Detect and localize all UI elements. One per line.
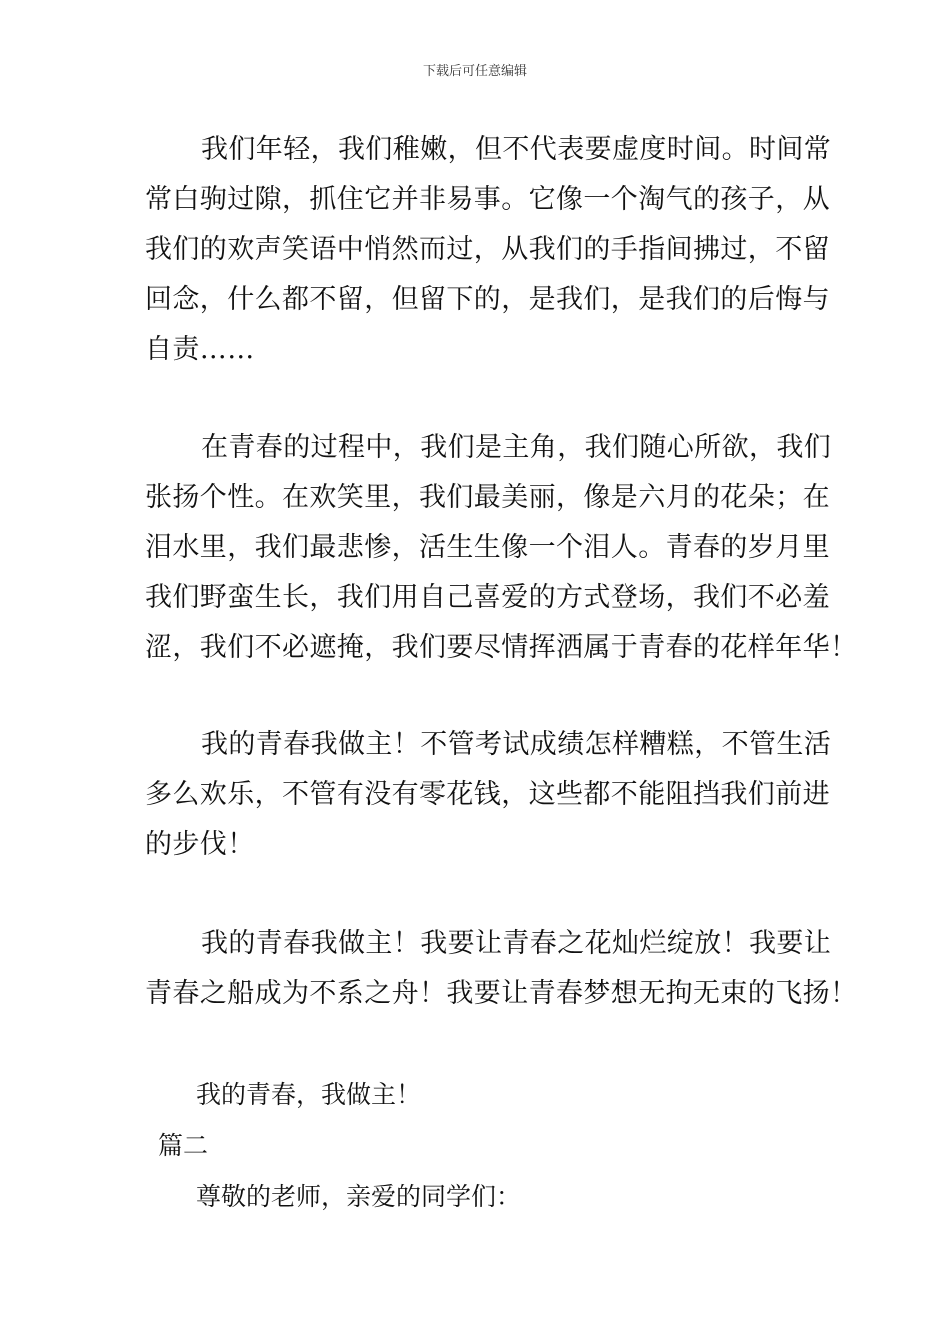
paragraph-line: 我们年轻，我们稚嫩，但不代表要虚度时间。时间常 [201, 134, 832, 165]
paragraph-line: 的步伐！ [145, 829, 255, 860]
paragraph-line: 张扬个性。在欢笑里，我们最美丽，像是六月的花朵；在 [145, 482, 830, 513]
paragraph-line: 我们的欢声笑语中悄然而过，从我们的手指间拂过，不留 [145, 234, 830, 265]
paragraph-line: 我的青春我做主！我要让青春之花灿烂绽放！我要让 [201, 928, 832, 959]
page-header: 下载后可任意编辑 [422, 64, 527, 79]
paragraph-4 [145, 919, 858, 1019]
paragraph-line: 多么欢乐，不管有没有零花钱，这些都不能阻挡我们前进 [145, 779, 830, 810]
paragraph-line: 泪水里，我们最悲惨，活生生像一个泪人。青春的岁月里 [145, 532, 830, 563]
paragraph-line: 回念，什么都不留，但留下的，是我们，是我们的后悔与 [145, 284, 830, 315]
section-label: 篇二 [158, 1131, 209, 1160]
paragraph-line: 我们野蛮生长，我们用自己喜爱的方式登场，我们不必羞 [145, 582, 830, 613]
paragraph-line: 涩，我们不必遮掩，我们要尽情挥洒属于青春的花样年华！ [145, 632, 858, 663]
paragraph-line: 常白驹过隙，抓住它并非易事。它像一个淘气的孩子，从 [145, 184, 830, 215]
paragraph-3 [145, 720, 832, 870]
salutation-line: 尊敬的老师，亲爱的同学们： [196, 1182, 522, 1211]
paragraph-1 [145, 125, 832, 375]
paragraph-line: 我的青春我做主！不管考试成绩怎样糟糕，不管生活 [201, 729, 832, 760]
paragraph-line: 在青春的过程中，我们是主角，我们随心所欲，我们 [201, 432, 832, 463]
paragraph-line: 自责…… [145, 334, 255, 365]
paragraph-2 [145, 423, 858, 673]
closing-line: 我的青春，我做主！ [196, 1080, 422, 1109]
paragraph-line: 青春之船成为不系之舟！我要让青春梦想无拘无束的飞扬！ [145, 978, 858, 1009]
